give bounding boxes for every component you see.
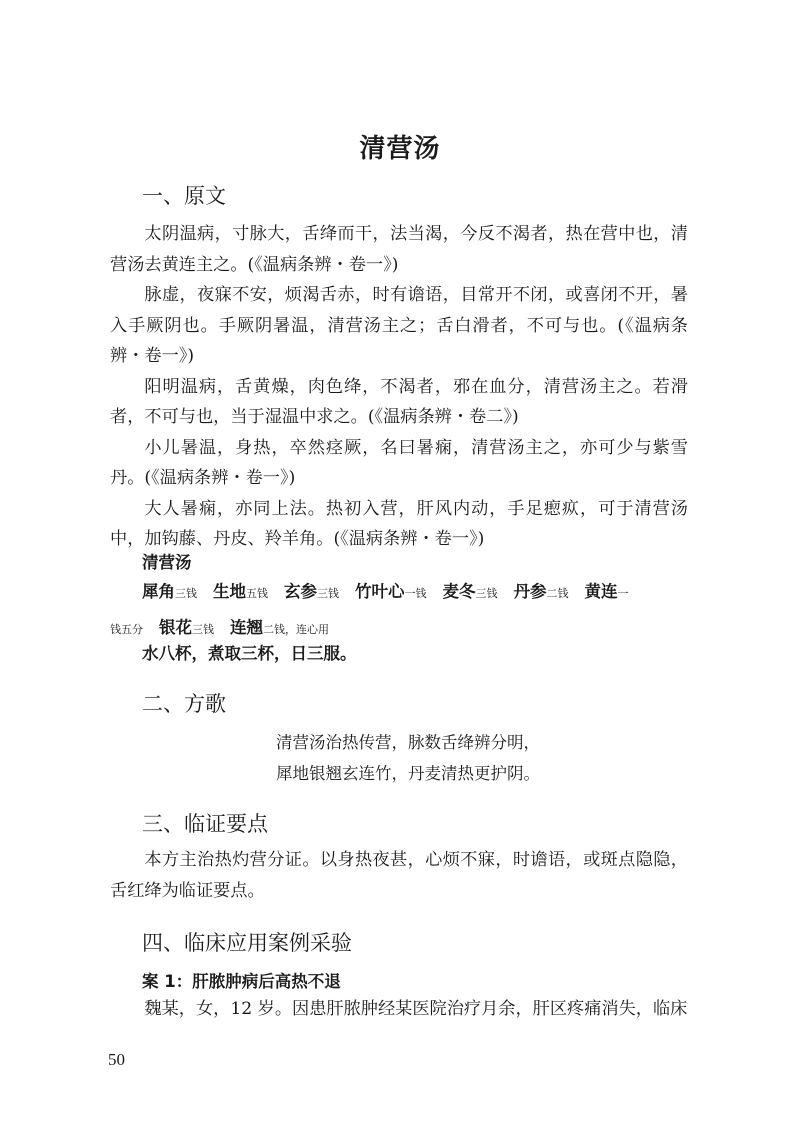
herb-item xyxy=(585,582,629,601)
herb-name: 丹参 xyxy=(513,582,547,601)
herb-item xyxy=(110,618,143,637)
herb-name: 犀角 xyxy=(142,582,175,601)
herb-item xyxy=(284,582,339,601)
herb-item xyxy=(142,582,197,601)
paragraph: 大人暑痫，亦同上法。热初入营，肝风内动，手足瘛疭，可于清营汤中，加钩藤、丹皮、羚羊角。(《温病条辨・卷一》) xyxy=(110,498,688,549)
herb-name: 黄连 xyxy=(584,582,618,601)
prescription-name: 清营汤 xyxy=(142,553,192,572)
paragraph: 小儿暑温，身热，卒然痉厥，名曰暑痫，清营汤主之，亦可少与紫雪丹。(《温病条辨・卷一》) xyxy=(110,437,688,488)
herb-name: 连翘 xyxy=(230,618,263,637)
herb-item xyxy=(213,582,268,601)
herb-list xyxy=(110,575,688,647)
case-title: 案 1：肝脓肿病后高热不退 xyxy=(142,972,341,991)
page-number: 50 xyxy=(108,1050,125,1069)
page-title: 清营汤 xyxy=(359,134,441,164)
song-line: 清营汤治热传营，脉数舌绛辨分明， xyxy=(276,733,540,752)
herb-item xyxy=(514,582,569,601)
herb-dose: 一 xyxy=(617,587,629,600)
paragraph: 阳明温病，舌黄燥，肉色绛，不渴者，邪在血分，清营汤主之。若滑者，不可与也，当于湿温中求之。(《温病条辨・卷二》) xyxy=(110,376,688,427)
herb-name: 生地 xyxy=(213,582,246,601)
prescription-usage: 水八杯，煮取三杯，日三服。 xyxy=(142,644,357,663)
paragraph: 本方主治热灼营分证。以身热夜甚，心烦不寐，时谵语，或斑点隐隐，舌红绛为临证要点。 xyxy=(110,850,688,901)
herb-dose: 三钱 xyxy=(175,587,197,600)
paragraph: 脉虚，夜寐不安，烦渴舌赤，时有谵语，目常开不闭，或喜闭不开，暑入手厥阴也。手厥阴暑温，清营汤主之；舌白滑者，不可与也。(《温病条辨・卷一》) xyxy=(110,285,688,366)
herb-name: 玄参 xyxy=(284,582,317,601)
herb-dose: 三钱 xyxy=(475,587,498,600)
herb-dose: 五钱 xyxy=(246,587,268,600)
herb-dose: 三钱 xyxy=(317,587,339,600)
herb-dose: 一钱 xyxy=(404,587,427,600)
herb-name: 麦冬 xyxy=(442,582,476,601)
herb-name: 竹叶心 xyxy=(355,582,405,601)
herb-item xyxy=(159,618,214,637)
paragraph: 太阴温病，寸脉大，舌绛而干，法当渴，今反不渴者，热在营中也，清营汤去黄连主之。(《温病条辨・卷一》) xyxy=(110,224,688,275)
song-line: 犀地银翘玄连竹，丹麦清热更护阴。 xyxy=(276,764,540,783)
herb-line-1 xyxy=(110,575,688,611)
section-heading-song: 二、方歌 xyxy=(142,692,226,716)
section-heading-original: 一、原文 xyxy=(142,184,226,208)
section-heading-cases: 四、临床应用案例采验 xyxy=(142,931,352,955)
herb-item xyxy=(230,618,329,637)
key-points xyxy=(110,845,688,906)
paragraph: 魏某，女，12 岁。因患肝脓肿经某医院治疗月余，肝区疼痛消失，临床 xyxy=(144,999,688,1019)
herb-item xyxy=(443,582,498,601)
case-text xyxy=(110,994,688,1025)
original-text xyxy=(110,219,688,555)
herb-dose: 钱五分 xyxy=(110,623,143,636)
herb-dose: 三钱 xyxy=(192,623,214,636)
formula-song xyxy=(0,727,800,789)
herb-name: 银花 xyxy=(159,618,192,637)
section-heading-key-points: 三、临证要点 xyxy=(142,812,268,836)
herb-dose: 二钱 xyxy=(546,587,569,600)
herb-dose: 二钱，连心用 xyxy=(263,623,329,636)
herb-item xyxy=(355,582,427,601)
